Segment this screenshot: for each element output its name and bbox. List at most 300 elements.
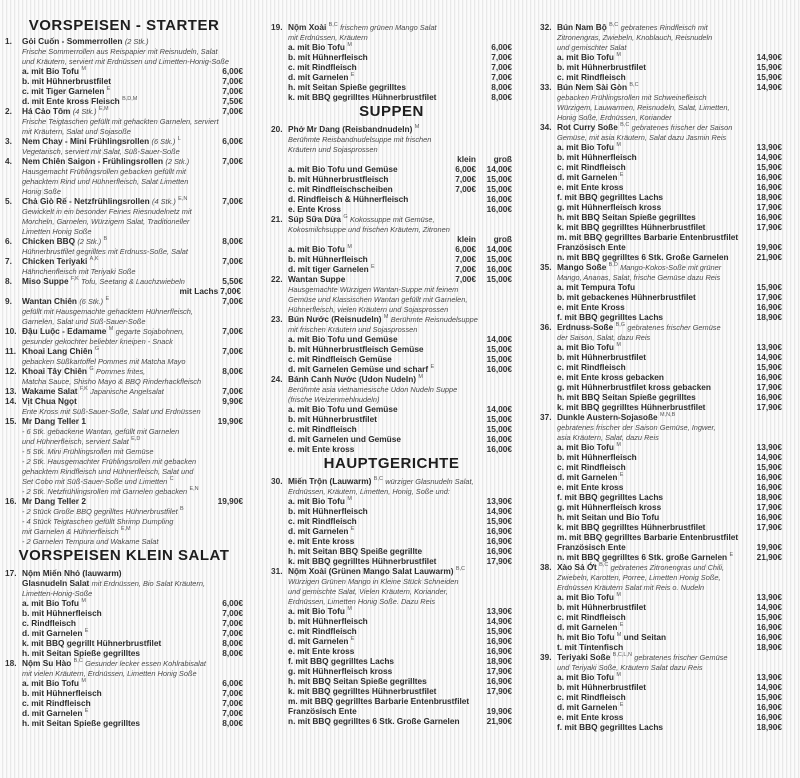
price	[746, 132, 782, 142]
menu-option	[271, 244, 512, 254]
price: 17,90€	[486, 686, 512, 696]
price: 15,90€	[756, 692, 782, 702]
item-text	[22, 708, 207, 718]
item-number: 15.	[5, 416, 17, 426]
item-text	[22, 316, 207, 326]
item-name: a. mit Bio Tofu	[22, 678, 79, 688]
item-number	[540, 672, 557, 682]
item-number	[540, 552, 557, 562]
option-price: 7,00€	[220, 286, 241, 296]
item-name: k. mit BBQ gegrilltes Hühnerbrustfilet	[557, 402, 706, 412]
price	[476, 324, 512, 334]
description-text: asia Kräutern, Salat, dazu Reis	[557, 433, 659, 442]
item-name: g. mit Hühnerfleisch kross	[557, 202, 662, 212]
price: 15,90€	[756, 462, 782, 472]
allergen-codes: B,C	[328, 22, 338, 28]
menu-option	[5, 86, 243, 96]
item-text	[22, 638, 207, 648]
item-name: Chicken BBQ	[22, 236, 76, 246]
price: 15,90€	[486, 626, 512, 636]
item-number	[540, 622, 557, 632]
item-text	[288, 52, 476, 62]
item-name: Mr Dang Teller 2	[22, 496, 86, 506]
allergen-codes: F,K	[79, 386, 88, 392]
price	[207, 226, 243, 236]
menu-option	[5, 718, 243, 728]
item-number	[5, 356, 22, 366]
item-name: b. mit Hühnerfleisch	[557, 152, 637, 162]
item-description	[271, 384, 512, 394]
price: 15,00€	[486, 274, 512, 284]
menu-option	[271, 82, 512, 92]
item-number	[271, 486, 288, 496]
item-text	[288, 294, 476, 304]
item-text	[288, 586, 476, 596]
price	[476, 476, 512, 486]
item-number	[540, 442, 557, 452]
menu-option	[540, 372, 782, 382]
item-text	[22, 648, 207, 658]
item-number	[271, 204, 288, 214]
price	[207, 336, 243, 346]
menu-option	[5, 76, 243, 86]
allergen-codes: M	[616, 142, 621, 148]
item-text	[557, 602, 746, 612]
item-number	[5, 86, 22, 96]
price: 18,90€	[486, 656, 512, 666]
description-text: Limetten Honig Soße	[22, 227, 92, 236]
price: 17,90€	[756, 402, 782, 412]
price: 16,90€	[486, 526, 512, 536]
item-name: b. mit Hühnerbrustfilet	[557, 352, 646, 362]
price	[746, 432, 782, 442]
item-number	[540, 602, 557, 612]
item-name: t. mit Tintenfisch	[557, 642, 624, 652]
menu-option	[271, 164, 512, 174]
menu-option	[271, 516, 512, 526]
item-text	[557, 372, 746, 382]
item-name: d. mit Garnelen	[288, 636, 349, 646]
item-text	[288, 716, 476, 726]
price: 14,90€	[756, 52, 782, 62]
item-text	[22, 698, 207, 708]
price-small: 7,00€	[455, 254, 476, 264]
item-text	[288, 254, 438, 264]
description-text: Kokosmilchsuppe und frischen Kräutern, Zitronen	[288, 225, 450, 234]
item-text	[288, 404, 476, 414]
price: 8,00€	[222, 366, 243, 376]
price	[476, 394, 512, 404]
description-text: (frische Weizenmehlnudeln)	[288, 395, 380, 404]
item-number	[271, 334, 288, 344]
menu-option	[540, 302, 782, 312]
item-number	[5, 648, 22, 658]
price: 15,90€	[756, 612, 782, 622]
price: 13,90€	[756, 442, 782, 452]
item-text	[288, 666, 476, 676]
item-text	[557, 252, 746, 262]
price	[207, 536, 243, 546]
item-number	[271, 496, 288, 506]
price	[746, 262, 782, 272]
allergen-codes: E	[619, 472, 624, 478]
item-text	[557, 682, 746, 692]
item-description	[540, 132, 782, 142]
price	[207, 206, 243, 216]
menu-option	[540, 482, 782, 492]
item-text	[288, 576, 476, 586]
item-text	[22, 206, 207, 216]
item-number	[271, 134, 288, 144]
allergen-codes: B,C	[373, 476, 383, 482]
price	[207, 216, 243, 226]
item-name: k. mit BBQ gegrilltes Hühnerbrustfilet	[288, 686, 437, 696]
menu-item	[5, 568, 243, 578]
price	[207, 436, 243, 446]
item-note: Japanische Angelsalat	[90, 387, 164, 396]
menu-option	[271, 526, 512, 536]
item-text	[22, 516, 207, 526]
size-large-label: groß	[493, 234, 512, 244]
price	[476, 214, 512, 224]
item-text	[288, 364, 476, 374]
price: 19,90€	[756, 242, 782, 252]
item-number	[271, 164, 288, 174]
item-number	[540, 452, 557, 462]
item-number	[540, 662, 557, 672]
description-text: - 2 Garnelen Tempura und Wakame Salat	[22, 537, 159, 546]
allergen-codes: M	[616, 632, 622, 638]
size-large-label: groß	[493, 154, 512, 164]
price: 7,00€	[222, 708, 243, 718]
price	[476, 224, 512, 234]
item-number	[540, 612, 557, 622]
item-number	[5, 608, 22, 618]
price	[207, 356, 243, 366]
item-text	[22, 476, 207, 486]
menu-option	[5, 688, 243, 698]
menu-option	[540, 232, 782, 242]
item-name: Nộm Miến Nhỏ (lauwarm)	[22, 568, 122, 578]
price	[476, 304, 512, 314]
item-text	[22, 116, 219, 126]
item-note: Kokossuppe mit Gemüse,	[349, 215, 435, 224]
menu-option	[540, 162, 782, 172]
menu-option	[271, 676, 512, 686]
item-text	[22, 256, 207, 266]
item-text	[288, 274, 438, 284]
item-number	[271, 82, 288, 92]
item-text	[288, 566, 476, 576]
price: 16,00€	[486, 444, 512, 454]
item-text	[557, 482, 746, 492]
price	[476, 22, 512, 32]
item-text	[288, 134, 476, 144]
menu-option	[540, 612, 782, 622]
item-name: n. mit BBQ gegrilltes 6 Stk. große Garnelen	[557, 552, 728, 562]
menu-option	[5, 628, 243, 638]
item-number: 16.	[5, 496, 17, 506]
item-name: d. mit Garnelen	[22, 708, 83, 718]
item-description	[5, 206, 243, 216]
price: 7,00€	[222, 608, 243, 618]
menu-option	[271, 616, 512, 626]
item-number	[540, 242, 557, 252]
item-name: Französisch Ente	[557, 242, 626, 252]
item-description	[271, 134, 512, 144]
menu-item	[271, 476, 512, 486]
item-name: k. mit BBQ gegrilltes Hühnerbrustfilet	[288, 92, 437, 102]
menu-option	[540, 532, 782, 542]
item-name: Mr Dang Teller 1	[22, 416, 86, 426]
menu-item	[5, 396, 243, 406]
allergen-codes: E	[105, 296, 110, 302]
item-number	[271, 184, 288, 194]
item-description	[5, 56, 243, 66]
price: 14,90€	[756, 352, 782, 362]
allergen-codes: E	[350, 72, 355, 78]
item-number	[5, 516, 22, 526]
item-text	[557, 192, 746, 202]
item-number	[271, 284, 288, 294]
description-text: gehacktem Rindfleisch und Hühnerfleisch, Salat und	[22, 467, 194, 476]
allergen-codes: E,M	[120, 526, 131, 532]
menu-option	[271, 72, 512, 82]
menu-option	[5, 608, 243, 618]
price: 6,00€	[491, 42, 512, 52]
item-description	[5, 456, 243, 466]
price: 7,00€	[222, 156, 243, 166]
item-name: Bún Nem Sài Gòn	[557, 82, 628, 92]
item-number	[540, 362, 557, 372]
item-text	[557, 272, 746, 282]
item-text	[288, 244, 438, 254]
item-text	[22, 56, 229, 66]
description-text: - 2 Stk. Hausgemachter Frühlingsrollen mit gebacken	[22, 457, 197, 466]
item-note: mit Erdnüssen, Bio Salat Kräutern,	[91, 579, 206, 588]
item-name: c. mit Rindfleisch	[557, 462, 626, 472]
allergen-codes: M,N,B	[659, 412, 676, 418]
item-number	[271, 636, 288, 646]
portion-note: (2 Stk.)	[165, 157, 190, 166]
menu-item	[5, 136, 243, 146]
item-text	[288, 506, 476, 516]
item-number	[5, 526, 22, 536]
allergen-codes: B	[180, 506, 184, 512]
price	[478, 314, 514, 324]
item-name: h. mit Seitan und Bio Tofu	[557, 512, 660, 522]
price-small: 7,00€	[455, 264, 476, 274]
item-text	[288, 32, 476, 42]
item-text	[288, 434, 476, 444]
item-number: 9.	[5, 296, 12, 306]
item-text	[22, 568, 207, 578]
price: 16,90€	[756, 302, 782, 312]
item-note: würziger Glasnudeln Salat,	[385, 477, 474, 486]
item-number	[5, 598, 22, 608]
item-text	[22, 366, 207, 376]
item-text	[22, 506, 207, 516]
portion-note: (4 Stk.)	[152, 197, 176, 206]
item-name: h. mit Seitan Spieße gegrilltes	[22, 648, 141, 658]
item-text	[22, 658, 207, 668]
item-number	[540, 692, 557, 702]
price: 21,90€	[486, 716, 512, 726]
menu-item	[271, 566, 512, 576]
description-text: mit vielen Kräutern, Erdnüssen, Limetten Honig Soße	[22, 669, 197, 678]
item-text	[557, 132, 746, 142]
description-text: Gemüse und Klassischen Wantan gefüllt mit Garnelen,	[288, 295, 468, 304]
item-note: gebratenes frischer Gemüse	[627, 323, 721, 332]
menu-option	[540, 522, 782, 532]
menu-option	[271, 546, 512, 556]
item-number	[271, 526, 288, 536]
item-text	[288, 124, 476, 134]
allergen-codes: M	[383, 314, 389, 320]
description-text: Vegetarisch, serviert mit Salat, Süß-Sauer-Soße	[22, 147, 180, 156]
item-note: Gesunder lecker essen Kohlrabisalat	[85, 659, 206, 668]
item-name: Dunkle Austern-Sojasoße	[557, 412, 658, 422]
item-number	[5, 76, 22, 86]
menu-option	[540, 142, 782, 152]
item-number	[540, 372, 557, 382]
item-number	[271, 154, 288, 164]
item-name: g. mit Hühnerfleisch kross	[288, 666, 393, 676]
item-text	[22, 718, 207, 728]
item-number	[5, 116, 22, 126]
item-text	[557, 662, 746, 672]
price: 14,90€	[486, 506, 512, 516]
item-number: 19.	[271, 22, 283, 32]
item-text	[288, 164, 438, 174]
description-text: gebratenes frischer der Saison Gemüse, Ingwer,	[557, 423, 716, 432]
item-description	[271, 486, 512, 496]
menu-option	[271, 184, 512, 194]
item-note: Mango-Kokos-Soße mit grüner	[620, 263, 722, 272]
item-number	[540, 642, 557, 652]
price	[746, 662, 782, 672]
item-number	[540, 202, 557, 212]
price: 7,00€	[222, 86, 243, 96]
menu-option	[540, 672, 782, 682]
item-text	[22, 66, 207, 76]
price	[746, 572, 782, 582]
section-heading: HAUPTGERICHTE	[323, 455, 460, 472]
item-name: Bún Nước (Reisnudeln)	[288, 314, 382, 324]
price: 16,00€	[486, 204, 512, 214]
item-name: c. mit Rindfleisch	[557, 692, 626, 702]
item-text	[22, 176, 207, 186]
item-text	[557, 722, 746, 732]
price	[746, 232, 782, 242]
price: 19,90€	[217, 416, 243, 426]
item-name: m. mit BBQ gegrilltes Barbarie Entenbrustfilet	[288, 696, 470, 706]
price: 13,90€	[756, 142, 782, 152]
description-text: mit Kräutern, Salat und Sojasoße	[22, 127, 131, 136]
description-text: Kräutern und Sojasprossen	[288, 145, 378, 154]
price	[476, 586, 512, 596]
item-name: d. mit Garnelen	[557, 702, 618, 712]
price	[207, 526, 243, 536]
price: 21,90€	[756, 252, 782, 262]
item-number	[5, 96, 22, 106]
item-description	[271, 586, 512, 596]
item-number	[271, 384, 288, 394]
item-number	[5, 376, 22, 386]
item-text	[557, 92, 746, 102]
item-number	[540, 482, 557, 492]
item-number	[5, 436, 22, 446]
item-text	[557, 462, 746, 472]
item-number: 30.	[271, 476, 283, 486]
item-number	[540, 192, 557, 202]
item-number	[271, 264, 288, 274]
item-text	[288, 496, 476, 506]
item-number	[540, 142, 557, 152]
item-text	[288, 656, 476, 666]
price	[746, 562, 782, 572]
menu-option	[540, 512, 782, 522]
item-name-suffix: und Seitan	[621, 632, 667, 642]
item-text	[557, 622, 746, 632]
item-number	[271, 616, 288, 626]
description-text: gebacken Süßkartoffel Pommes mit Matcha Mayo	[22, 357, 186, 366]
item-text	[557, 162, 746, 172]
item-number: 13.	[5, 386, 17, 396]
description-text: Zwiebeln, Karotten, Porree, Limetten Honig Soße,	[557, 573, 721, 582]
description-text: Mango, Ananas, Salat, frische Gemüse dazu Reis	[557, 273, 721, 282]
menu-option	[5, 638, 243, 648]
item-number	[540, 462, 557, 472]
item-number	[540, 572, 557, 582]
price	[207, 466, 243, 476]
price: 8,00€	[222, 638, 243, 648]
item-number	[5, 206, 22, 216]
item-text	[557, 232, 746, 242]
item-name: b. mit Hühnerfleisch	[22, 688, 102, 698]
item-name: h. mit BBQ Seitan Spieße gegrilltes	[557, 392, 696, 402]
price: 16,90€	[486, 636, 512, 646]
item-text	[557, 712, 746, 722]
allergen-codes: G	[343, 214, 348, 220]
item-name: m. mit BBQ gegrilltes Barbarie Entenbrustfilet	[557, 532, 739, 542]
allergen-codes: G	[89, 366, 94, 372]
allergen-codes: M	[81, 678, 86, 684]
item-text	[22, 426, 207, 436]
menu-option	[540, 392, 782, 402]
item-name: Bánh Canh Nước (Udon Nudeln)	[288, 374, 417, 384]
price: 17,90€	[756, 522, 782, 532]
price	[207, 186, 243, 196]
item-description	[5, 406, 243, 416]
item-number	[540, 472, 557, 482]
item-name: e. mit Ente Kross	[557, 302, 625, 312]
menu-option	[5, 698, 243, 708]
menu-option	[5, 618, 243, 628]
item-number	[271, 516, 288, 526]
menu-item	[271, 214, 512, 224]
menu-option	[271, 716, 512, 726]
item-text	[288, 224, 476, 234]
menu-option	[540, 592, 782, 602]
allergen-codes: M	[414, 124, 420, 130]
item-text	[288, 516, 476, 526]
item-number: 3.	[5, 136, 12, 146]
item-text	[288, 334, 476, 344]
price	[476, 134, 512, 144]
allergen-codes: B,C	[629, 82, 639, 88]
price: 15,00€	[486, 184, 512, 194]
